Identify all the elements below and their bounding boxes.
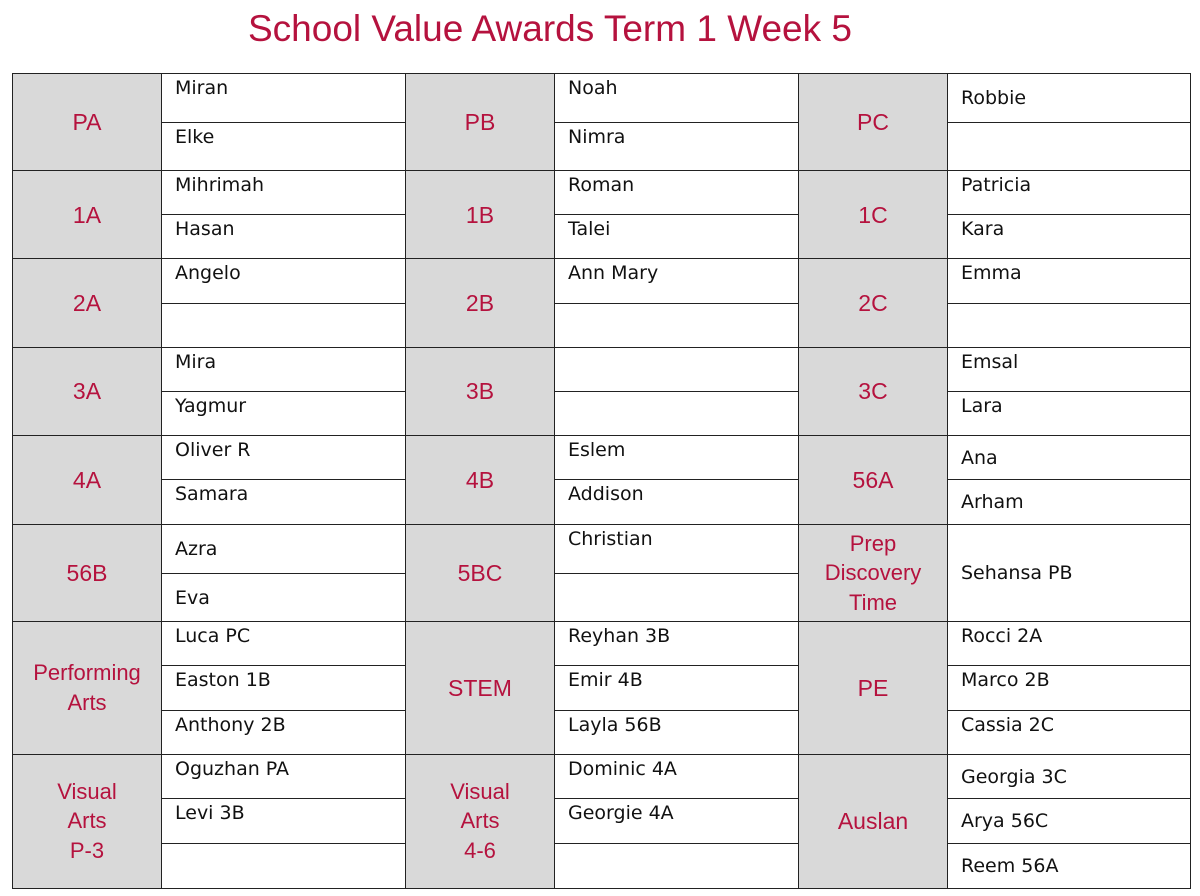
class-label-text: PE <box>857 674 889 701</box>
names-list <box>162 436 405 524</box>
class-label <box>406 525 555 622</box>
names-cell <box>948 171 1191 259</box>
student-name: Angelo <box>162 259 405 303</box>
student-name <box>555 304 798 347</box>
class-label-text: PC <box>857 109 889 136</box>
class-label <box>406 259 555 347</box>
names-list <box>555 755 798 888</box>
student-name: Oliver R <box>162 436 405 481</box>
names-cell <box>948 435 1191 524</box>
names-cell <box>162 622 406 754</box>
award-row <box>13 347 1191 435</box>
class-label-text: 1A <box>72 201 102 228</box>
award-row <box>13 74 1191 171</box>
class-label <box>406 74 555 171</box>
student-name: Robbie <box>948 74 1190 123</box>
names-list <box>948 755 1190 888</box>
names-list <box>948 74 1190 170</box>
student-name: Easton 1B <box>162 666 405 710</box>
student-name <box>555 348 798 392</box>
names-cell <box>162 435 406 524</box>
student-name: Roman <box>555 171 798 215</box>
class-label <box>13 525 162 622</box>
student-name: Sehansa PB <box>961 562 1073 585</box>
class-label <box>13 347 162 435</box>
names-cell <box>555 435 799 524</box>
awards-table <box>12 73 1191 889</box>
class-label <box>406 754 555 888</box>
class-label <box>799 525 948 622</box>
class-label-text: 3A <box>72 378 102 405</box>
student-name: Nimra <box>568 125 626 148</box>
names-cell <box>162 525 406 622</box>
student-name: Christian <box>555 525 798 574</box>
student-name: Marco 2B <box>948 666 1190 710</box>
student-name: Reyhan 3B <box>555 622 798 666</box>
award-row <box>13 622 1191 754</box>
names-cell <box>162 171 406 259</box>
student-name: Georgie 4A <box>555 799 798 844</box>
names-list <box>948 436 1190 524</box>
student-name: Kara <box>961 218 1005 241</box>
class-label <box>13 171 162 259</box>
student-name: Emsal <box>948 348 1190 392</box>
award-row <box>13 435 1191 524</box>
names-list <box>162 74 405 170</box>
names-cell <box>555 74 799 171</box>
class-label <box>799 259 948 347</box>
class-label-text: 2A <box>72 289 102 316</box>
names-cell <box>555 525 799 622</box>
class-label-text: 3C <box>858 378 888 405</box>
student-name: Anthony 2B <box>175 713 286 736</box>
names-list <box>948 259 1190 346</box>
student-name: Emir 4B <box>555 666 798 710</box>
student-name: Mihrimah <box>162 171 405 215</box>
student-name <box>162 304 405 347</box>
class-label-text: 3B <box>465 378 495 405</box>
student-name: Oguzhan PA <box>162 755 405 800</box>
names-cell <box>948 259 1191 347</box>
names-cell <box>948 754 1191 888</box>
student-name: Ann Mary <box>555 259 798 303</box>
student-name: Miran <box>162 74 405 123</box>
names-cell <box>162 74 406 171</box>
names-cell <box>555 347 799 435</box>
class-label-text: Performing Arts <box>33 660 141 715</box>
names-list <box>555 74 798 170</box>
names-list <box>555 259 798 346</box>
class-label <box>13 259 162 347</box>
names-cell <box>162 259 406 347</box>
student-name: Eva <box>175 586 210 609</box>
class-label <box>13 622 162 754</box>
class-label <box>799 171 948 259</box>
names-list <box>162 755 405 888</box>
class-label-text: 56A <box>852 466 894 493</box>
student-name: Ana <box>948 436 1190 481</box>
class-label <box>406 622 555 754</box>
names-cell <box>555 171 799 259</box>
student-name: Azra <box>162 525 405 574</box>
class-label <box>799 622 948 754</box>
class-label-text: 4B <box>465 466 495 493</box>
names-cell <box>555 259 799 347</box>
names-list <box>948 525 1190 621</box>
class-label <box>406 347 555 435</box>
names-cell <box>948 347 1191 435</box>
names-cell <box>948 74 1191 171</box>
names-list <box>555 622 798 753</box>
class-label-text: STEM <box>448 674 512 701</box>
names-cell <box>948 622 1191 754</box>
names-list <box>555 525 798 621</box>
student-name: Addison <box>568 483 644 506</box>
student-name <box>555 574 798 622</box>
class-label <box>799 74 948 171</box>
names-list <box>555 348 798 435</box>
names-cell <box>555 754 799 888</box>
names-list <box>162 348 405 435</box>
student-name: Layla 56B <box>568 713 662 736</box>
student-name: Arya 56C <box>948 799 1190 844</box>
student-name: Samara <box>175 483 249 506</box>
class-label-text: Auslan <box>837 808 909 835</box>
student-name: Emma <box>948 259 1190 303</box>
class-label <box>799 754 948 888</box>
student-name: Dominic 4A <box>555 755 798 800</box>
student-name: Rocci 2A <box>948 622 1190 666</box>
student-name: Hasan <box>175 218 235 241</box>
names-list <box>162 259 405 346</box>
student-name: Noah <box>555 74 798 123</box>
names-list <box>555 171 798 258</box>
names-cell <box>162 347 406 435</box>
names-list <box>162 525 405 621</box>
class-label-text: 5BC <box>457 560 503 587</box>
class-label <box>406 171 555 259</box>
class-label-text: 56B <box>66 560 108 587</box>
student-name: Elke <box>175 125 215 148</box>
class-label-text: 1C <box>858 201 888 228</box>
award-row <box>13 259 1191 347</box>
class-label-text: Visual Arts P-3 <box>57 778 117 864</box>
student-name: Luca PC <box>162 622 405 666</box>
page-title: School Value Awards Term 1 Week 5 <box>248 8 852 49</box>
student-name: Georgia 3C <box>948 755 1190 800</box>
class-label <box>799 347 948 435</box>
names-list <box>948 622 1190 753</box>
award-row <box>13 525 1191 622</box>
class-label-text: 1B <box>465 201 495 228</box>
class-label <box>13 74 162 171</box>
class-label <box>799 435 948 524</box>
student-name: Cassia 2C <box>961 713 1055 736</box>
names-cell <box>162 754 406 888</box>
class-label-text: Prep Discovery Time <box>824 530 922 616</box>
class-label <box>406 435 555 524</box>
class-label-text: 2B <box>465 289 495 316</box>
class-label-text: PB <box>464 109 496 136</box>
names-list <box>162 171 405 258</box>
student-name <box>555 392 798 435</box>
names-list <box>948 171 1190 258</box>
names-cell <box>555 622 799 754</box>
student-name <box>948 123 1190 171</box>
award-row <box>13 171 1191 259</box>
class-label-text: Visual Arts 4-6 <box>450 778 510 864</box>
student-name: Talei <box>568 218 611 241</box>
award-row <box>13 754 1191 888</box>
awards-table-body <box>13 74 1191 889</box>
class-label <box>13 754 162 888</box>
names-list <box>948 348 1190 435</box>
names-list <box>162 622 405 753</box>
class-label <box>13 435 162 524</box>
student-name: Patricia <box>948 171 1190 215</box>
student-name: Yagmur <box>175 394 247 417</box>
student-name: Lara <box>961 394 1003 417</box>
student-name: Levi 3B <box>162 799 405 844</box>
student-name: Mira <box>162 348 405 392</box>
student-name <box>555 844 798 888</box>
student-name: Arham <box>961 491 1024 514</box>
names-list <box>555 436 798 524</box>
student-name <box>948 304 1190 347</box>
class-label-text: 4A <box>72 466 102 493</box>
student-name: Eslem <box>555 436 798 481</box>
student-name <box>162 844 405 888</box>
names-cell <box>948 525 1191 622</box>
student-name: Reem 56A <box>961 855 1059 878</box>
class-label-text: 2C <box>858 289 888 316</box>
class-label-text: PA <box>72 109 102 136</box>
